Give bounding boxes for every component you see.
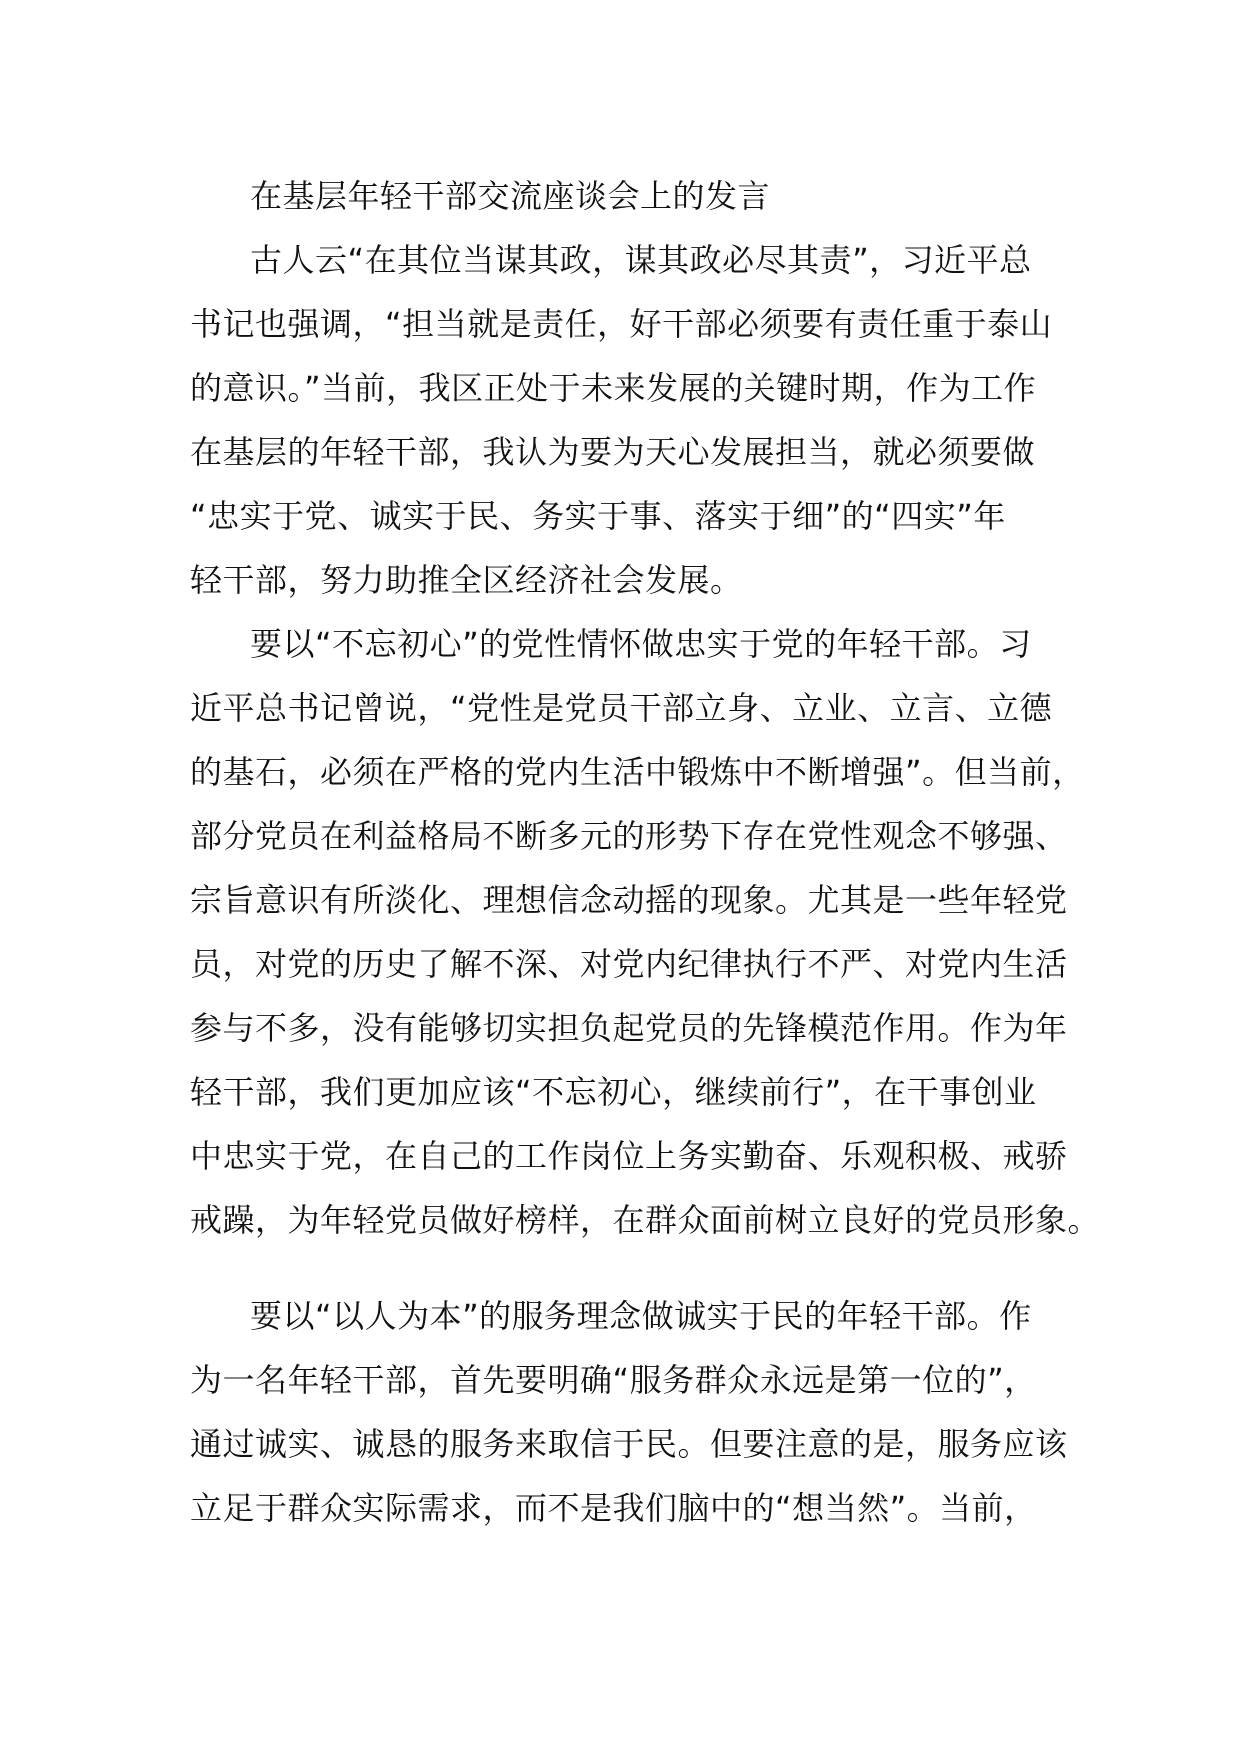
paragraph-line: 要以“不忘初心”的党性情怀做忠实于党的年轻干部。习 [250,625,1032,663]
paragraph-line: 参与不多，没有能够切实担负起党员的先锋模范作用。作为年 [190,1009,1068,1047]
paragraph-line: 近平总书记曾说，“党性是党员干部立身、立业、立言、立德 [190,689,1053,727]
paragraph-line: 宗旨意识有所淡化、理想信念动摇的现象。尤其是一些年轻党 [190,881,1068,919]
paragraph-line: 要以“以人为本”的服务理念做诚实于民的年轻干部。作 [250,1297,1032,1335]
document-title: 在基层年轻干部交流座谈会上的发言 [250,177,771,215]
paragraph-line: 在基层的年轻干部，我认为要为天心发展担当，就必须要做 [190,433,1036,471]
paragraph-line: 古人云“在其位当谋其政，谋其政必尽其责”，习近平总 [250,241,1032,279]
paragraph-line: 为一名年轻干部，首先要明确“服务群众永远是第一位的”， [190,1361,1037,1399]
paragraph-line: 立足于群众实际需求，而不是我们脑中的“想当然”。当前， [190,1489,1037,1527]
paragraph-line: 的意识。”当前，我区正处于未来发展的关键时期，作为工作 [190,369,1037,407]
paragraph-line: 员，对党的历史了解不深、对党内纪律执行不严、对党内生活 [190,945,1068,983]
paragraph-line: “忠实于党、诚实于民、务实于事、落实于细”的“四实”年 [190,497,1006,535]
paragraph-line: 的基石，必须在严格的党内生活中锻炼中不断增强”。但当前， [190,753,1085,791]
paragraph-line: 轻干部，努力助推全区经济社会发展。 [190,561,743,599]
paragraph-line: 中忠实于党，在自己的工作岗位上务实勤奋、乐观积极、戒骄 [190,1137,1068,1175]
paragraph-line: 轻干部，我们更加应该“不忘初心，继续前行”，在干事创业 [190,1073,1037,1111]
paragraph-line: 书记也强调，“担当就是责任，好干部必须要有责任重于泰山 [190,305,1053,343]
paragraph-line: 通过诚实、诚恳的服务来取信于民。但要注意的是，服务应该 [190,1425,1068,1463]
paragraph-line: 戒躁，为年轻党员做好榜样，在群众面前树立良好的党员形象。 [190,1201,1101,1239]
paragraph-line: 部分党员在利益格局不断多元的形势下存在党性观念不够强、 [190,817,1068,855]
